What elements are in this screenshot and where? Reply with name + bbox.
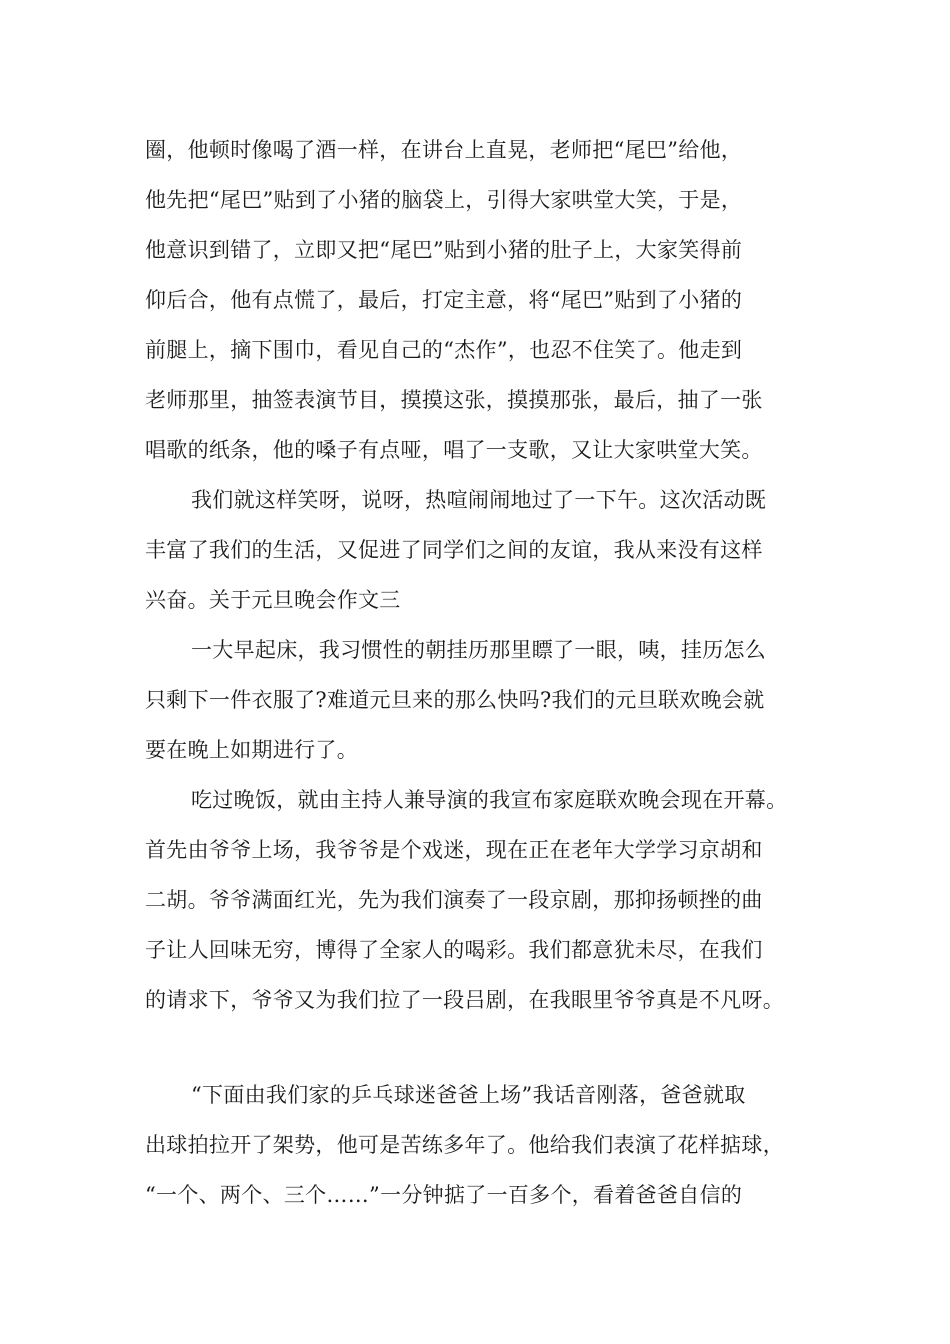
text-line: 出球拍拉开了架势，他可是苦练多年了。他给我们表演了花样掂球， bbox=[145, 1133, 784, 1157]
text-line: 我们就这样笑呀，说呀，热喧闹闹地过了一下午。这次活动既 bbox=[191, 488, 767, 512]
text-line: 一大早起床，我习惯性的朝挂历那里瞟了一眼，咦，挂历怎么 bbox=[191, 638, 767, 662]
text-line: 首先由爷爷上场，我爷爷是个戏迷，现在正在老年大学学习京胡和 bbox=[145, 838, 763, 862]
text-line: 唱歌的纸条，他的嗓子有点哑，唱了一支歌，又让大家哄堂大笑。 bbox=[145, 438, 763, 462]
paragraph-5 bbox=[145, 1070, 825, 1220]
text-line: 兴奋。关于元旦晚会作文三 bbox=[145, 588, 401, 612]
text-line: “下面由我们家的乒乓球迷爸爸上场”我话音刚落，爸爸就取 bbox=[191, 1083, 746, 1107]
text-line: 子让人回味无穷，博得了全家人的喝彩。我们都意犹未尽，在我们 bbox=[145, 938, 763, 962]
text-line: 他意识到错了，立即又把“尾巴”贴到小猪的肚子上，大家笑得前 bbox=[145, 238, 743, 262]
text-line: 前腿上，摘下围巾，看见自己的“杰作”，也忍不住笑了。他走到 bbox=[145, 338, 743, 362]
text-line: 二胡。爷爷满面红光，先为我们演奏了一段京剧，那抑扬顿挫的曲 bbox=[145, 888, 763, 912]
text-line: 丰富了我们的生活，又促进了同学们之间的友谊，我从来没有这样 bbox=[145, 538, 763, 562]
text-line: 他先把“尾巴”贴到了小猪的脑袋上，引得大家哄堂大笑，于是， bbox=[145, 188, 743, 212]
text-line: “一个、两个、三个……”一分钟掂了一百多个，看着爸爸自信的 bbox=[145, 1183, 743, 1207]
paragraph-3 bbox=[145, 625, 825, 775]
paragraph-4 bbox=[145, 775, 825, 1025]
paragraph-2 bbox=[145, 475, 825, 625]
text-line: 吃过晚饭，就由主持人兼导演的我宣布家庭联欢晚会现在开幕。 bbox=[191, 788, 788, 812]
paragraph-1 bbox=[145, 125, 825, 475]
text-line: 圈，他顿时像喝了酒一样，在讲台上直晃，老师把“尾巴”给他， bbox=[145, 138, 743, 162]
text-line: 要在晚上如期进行了。 bbox=[145, 738, 358, 762]
text-line: 老师那里，抽签表演节目，摸摸这张，摸摸那张，最后，抽了一张 bbox=[145, 388, 763, 412]
text-line: 只剩下一件衣服了?难道元旦来的那么快吗?我们的元旦联欢晚会就 bbox=[145, 688, 765, 712]
text-line: 的请求下，爷爷又为我们拉了一段吕剧，在我眼里爷爷真是不凡呀。 bbox=[145, 988, 784, 1012]
text-line: 仰后合，他有点慌了，最后，打定主意，将“尾巴”贴到了小猪的 bbox=[145, 288, 743, 312]
